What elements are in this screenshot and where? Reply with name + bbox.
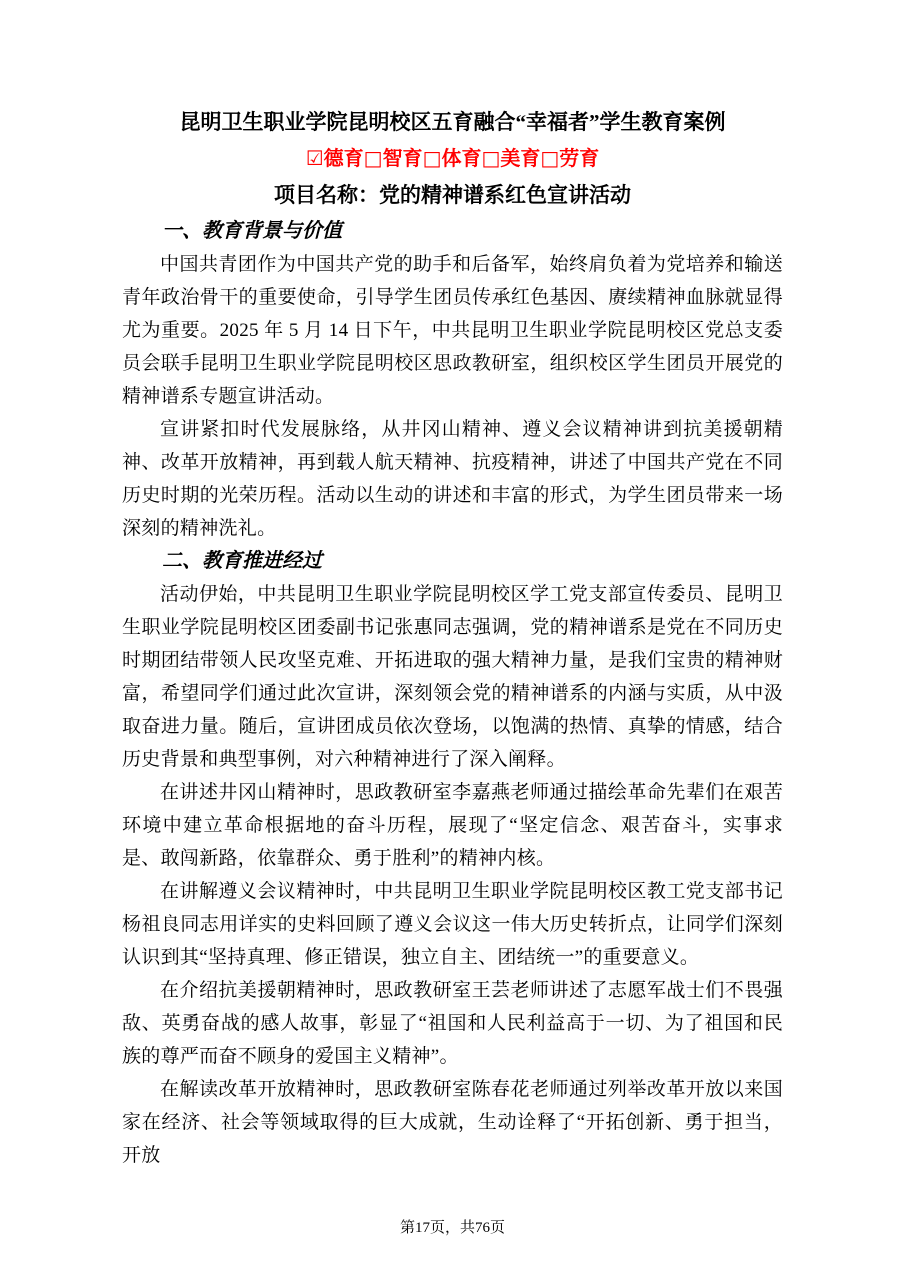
paragraph: 活动伊始，中共昆明卫生职业学院昆明校区学工党支部宣传委员、昆明卫生职业学院昆明校区团委副书记张惠同志强调，党的精神谱系是党在不同历史时期团结带领人民攻坚克难、开拓进取的强大精神力量，是我们宝贵的精神财富，希望同学们通过此次宣讲，深刻领会党的精神谱系的内涵与实质，从中汲取奋进力量。随后，宣讲团成员依次登场，以饱满的热情、真挚的情感，结合历史背景和典型事例，对六种精神进行了深入阐释。	[122, 584, 783, 770]
section-heading: 二、教育推进经过	[162, 550, 322, 572]
category-label: 体育	[441, 148, 482, 170]
section-heading: 一、教育背景与价值	[162, 220, 342, 242]
checkbox-unchecked-icon: □	[481, 146, 501, 170]
category-label: 美育	[500, 148, 541, 170]
document-content	[122, 104, 783, 1172]
project-name-line: 项目名称：党的精神谱系红色宣讲活动	[274, 183, 631, 207]
checkbox-unchecked-icon: □	[422, 146, 442, 170]
doc-title: 昆明卫生职业学院昆明校区五育融合“幸福者”学生教育案例	[179, 110, 726, 134]
paragraph: 在讲解遵义会议精神时，中共昆明卫生职业学院昆明校区教工党支部书记杨祖良同志用详实的史料回顾了遵义会议这一伟大历史转折点，让同学们深刻认识到其“坚持真理、修正错误，独立自主、团结统一”的重要意义。	[122, 881, 783, 968]
checkbox-unchecked-icon: □	[540, 146, 560, 170]
page-number-footer: 第17页，共76页	[399, 1220, 505, 1236]
five-education-category-line	[122, 140, 783, 177]
paragraph: 在解读改革开放精神时，思政教研室陈春花老师通过列举改革开放以来国家在经济、社会等领域取得的巨大成就，生动诠释了“开拓创新、勇于担当，开放	[122, 1079, 783, 1166]
category-label: 劳育	[559, 148, 600, 170]
category-label: 智育	[382, 148, 423, 170]
paragraph: 在讲述井冈山精神时，思政教研室李嘉燕老师通过描绘革命先辈们在艰苦环境中建立革命根据地的奋斗历程，展现了“坚定信念、艰苦奋斗，实事求是、敢闯新路，依靠群众、勇于胜利”的精神内核。	[122, 782, 783, 869]
category-label: 德育	[323, 148, 364, 170]
doc-body	[122, 215, 783, 1172]
checkbox-checked-icon: ☑	[305, 146, 324, 170]
paragraph: 中国共青团作为中国共产党的助手和后备军，始终肩负着为党培养和输送青年政治骨干的重要使命，引导学生团员传承红色基因、赓续精神血脉就显得尤为重要。2025 年 5 月 14 日下午，中共昆明卫生职业学院昆明校区党总支委员会联手昆明卫生职业学院昆明校区思政教研室，组织校区学生团员开展党的精神谱系专题宣讲活动。	[122, 254, 783, 407]
checkbox-unchecked-icon: □	[363, 146, 383, 170]
paragraph: 在介绍抗美援朝精神时，思政教研室王芸老师讲述了志愿军战士们不畏强敌、英勇奋战的感人故事，彰显了“祖国和人民利益高于一切、为了祖国和民族的尊严而奋不顾身的爱国主义精神”。	[122, 980, 783, 1067]
paragraph: 宣讲紧扣时代发展脉络，从井冈山精神、遵义会议精神讲到抗美援朝精神、改革开放精神，再到载人航天精神、抗疫精神，讲述了中国共产党在不同历史时期的光荣历程。活动以生动的讲述和丰富的形式，为学生团员带来一场深刻的精神洗礼。	[122, 419, 783, 539]
